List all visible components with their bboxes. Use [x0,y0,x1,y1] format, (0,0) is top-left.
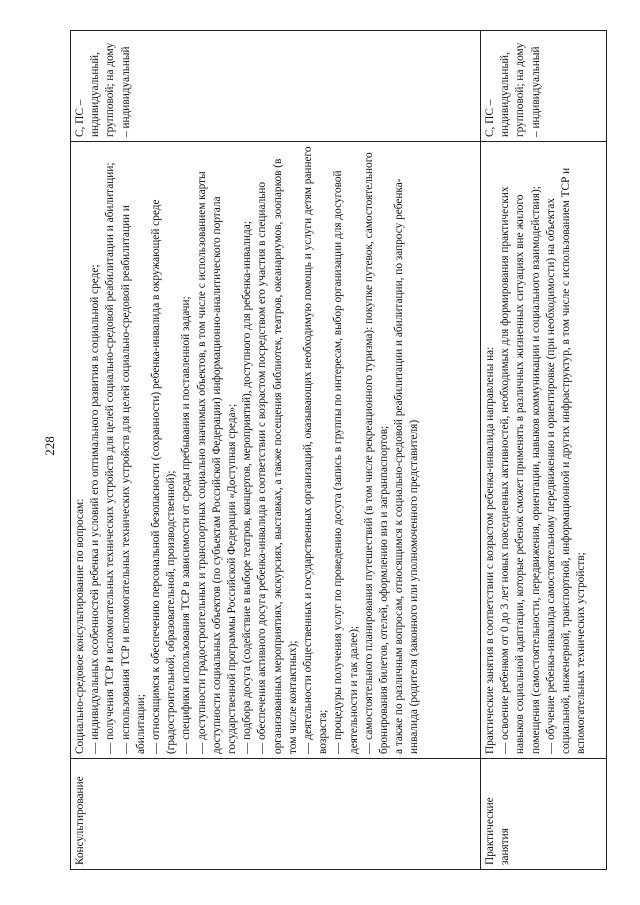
service-form: С, ПС – индивидуальный, групповой; на дому – индивидуальный [484,42,542,137]
service-form: С, ПС – индивидуальный, групповой; на дому – индивидуальный [74,42,132,137]
form-cell [481,31,607,142]
description-cell [481,142,607,759]
services-table [70,30,607,870]
description-line: — освоение ребенком от 0 до 3 лет новых повседневных активностей, необходимых для формирования практических навыков социальной адаптации, которые ребенок сможет применять в различных жизненных ситуациях вне жилого помещения (самостоятельности, передвижения, ориентации, навыков коммуникации и социального взаимодействия); [499,186,542,754]
description-line: — обучение ребенка-инвалида самостоятельному передвижению и ориентировке (при необходимости) на объектах социальной, инженерной, транспортной, информационной и других инфраструктур, в том числе с использованием ТСР и вспомогательных технических устройств; [544,167,588,754]
description-line: — деятельности общественных и государственных организаций, оказывающих необходимую помощь и услуги детям раннего возраста; [302,146,330,754]
service-name: Практические занятия [484,797,512,865]
description-line: Практические занятия в соответствии с возрастом ребенка-инвалида направлены на: [484,346,496,754]
description-line: — самостоятельного планирования путешествий (в том числе рекреационного туризма): покупке путевок, самостоятельного бронирования билетов, отелей, оформлению виз и загранпаспортов; [362,152,391,754]
description-line: — относящимся к обеспечению персональной безопасности (сохранности) ребенка-инвалида в окружающей среде (градостроительной, образовательной, производственной); [150,199,178,754]
description-line: — доступности градостроительных и транспортных социально значимых объектов, в том числе с использованием карты доступности социальных объектов (по субъектам Российской Федерации) информационно-аналитического портала государственной программы Российской Федерации «Доступная среда»; [195,171,239,754]
description-line: — использования ТСР и вспомогательных технических устройств для целей социально-средовой реабилитации и абилитации; [119,205,147,754]
service-name-cell [481,759,607,870]
description-line: — обеспечения активного досуга ребенка-инвалида в соответствии с возрастом посредством его участия в специально организованных мероприятиях, экскурсиях, выставках, а также посещения библиотек, театров, океанариумов, зоопарков (в том числе контактных); [256,158,299,754]
service-name: Консультирование [74,776,86,865]
description-line: — получения ТСР и вспомогательных технических устройств для целей социально-средовой реабилитации и абилитации; [104,162,117,754]
description-line: — процедуры получения услуг по проведению досуга (запись в группы по интересам, выбор организации для досуговой деятельности и так далее); [332,170,360,754]
table-row [71,31,481,870]
table-row [481,31,607,870]
description-line: Социально-средовое консультирование по вопросам: [74,498,86,754]
description-line: — индивидуальных особенностей ребенка и условий его оптимального развития в социальной среде; [89,264,102,754]
description-cell [71,142,481,759]
rotated-page [70,30,606,870]
form-cell [71,31,481,142]
description-line: — специфики использования ТСР в зависимости от среды пребывания и поставленной задачи; [180,296,193,754]
page-number: 228 [41,436,57,456]
description-line: — подбора досуга (содействие в выборе театров, концертов, мероприятий), доступного для ребенка-инвалида; [241,221,254,754]
service-name-cell [71,759,481,870]
description-line: а также по различным вопросам, относящимся к социально-средовой реабилитации и абилитации, по запросу ребенка-инвалида (родителя (законного или уполномоченного представителя) [393,178,421,754]
